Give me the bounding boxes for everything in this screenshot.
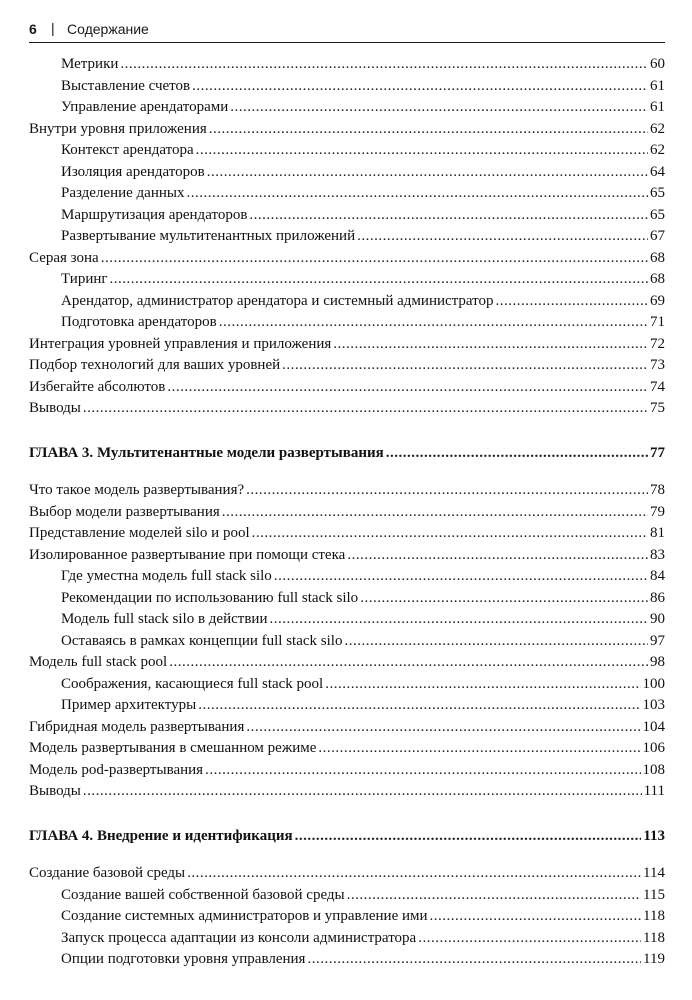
entry-page-number: 64: [650, 163, 665, 180]
entry-title: Разделение данных: [61, 185, 185, 201]
entry-title: Пример архитектуры: [61, 697, 197, 713]
entry-page-number: 114: [643, 865, 665, 881]
toc-section-entry[interactable]: [29, 719, 665, 741]
entry-title: Метрики: [61, 56, 119, 72]
dot-leader: [246, 719, 640, 736]
dot-leader: [333, 336, 648, 353]
entry-title: Арендатор, администратор арендатора и системный администратор: [61, 292, 494, 309]
entry-page-number: 78: [650, 482, 665, 498]
entry-page-number: 68: [650, 271, 665, 287]
toc-subsection-entry[interactable]: [29, 228, 665, 250]
dot-leader: [101, 250, 648, 267]
toc-subsection-entry[interactable]: [29, 314, 665, 336]
dot-leader: [167, 379, 648, 396]
dot-leader: [192, 78, 648, 95]
dot-leader: [347, 887, 641, 904]
section-title: Содержание: [67, 21, 149, 37]
entry-page-number: 119: [643, 951, 665, 967]
entry-page-number: 90: [650, 611, 665, 627]
dot-leader: [347, 547, 648, 564]
entry-page-number: 104: [642, 718, 665, 735]
dot-leader: [209, 121, 648, 138]
toc-chapter-4[interactable]: [29, 828, 665, 850]
entry-title: Серая зона: [29, 249, 99, 266]
toc-block-chapter3: [29, 482, 665, 805]
entry-page-number: 81: [650, 525, 665, 541]
dot-leader: [307, 951, 641, 968]
dot-leader: [360, 590, 648, 607]
dot-leader: [386, 445, 648, 462]
entry-page-number: 118: [643, 908, 665, 924]
toc-section-entry[interactable]: [29, 504, 665, 526]
entry-page-number: 75: [650, 400, 665, 416]
dot-leader: [496, 293, 648, 310]
entry-title: Выводы: [29, 400, 81, 416]
dot-leader: [430, 908, 642, 925]
entry-page-number: 106: [642, 740, 665, 756]
dot-leader: [230, 99, 648, 116]
entry-title: Развертывание мультитенантных приложений: [61, 228, 356, 244]
entry-title: Выставление счетов: [61, 77, 191, 94]
entry-title: Опции подготовки уровня управления: [61, 951, 306, 967]
entry-page-number: 100: [642, 675, 665, 692]
entry-page-number: 69: [650, 292, 665, 309]
dot-leader: [219, 314, 648, 331]
toc-subsection-entry[interactable]: [29, 951, 665, 973]
entry-page-number: 83: [650, 546, 665, 563]
toc-subsection-entry[interactable]: [29, 293, 665, 315]
toc-subsection-entry[interactable]: [29, 633, 665, 655]
dot-leader: [186, 185, 648, 202]
page-number: 6: [29, 21, 37, 37]
entry-title: Оставаясь в рамках концепции full stack silo: [61, 632, 343, 649]
entry-title: Создание системных администраторов и управление ими: [61, 908, 428, 924]
entry-title: Интеграция уровней управления и приложения: [29, 335, 332, 352]
entry-page-number: 108: [642, 761, 665, 778]
entry-title: Изоляция арендаторов: [61, 163, 205, 180]
chapter-label: ГЛАВА 4.: [29, 827, 94, 844]
entry-title: Внутри уровня приложения: [29, 120, 207, 137]
toc-subsection-entry[interactable]: [29, 164, 665, 186]
chapter-page-number: 77: [650, 444, 665, 461]
toc-subsection-entry[interactable]: [29, 590, 665, 612]
entry-page-number: 72: [650, 335, 665, 352]
entry-title: Избегайте абсолютов: [29, 378, 166, 395]
entry-title: Создание базовой среды: [29, 865, 186, 881]
entry-title: Контекст арендатора: [61, 142, 194, 158]
entry-page-number: 67: [650, 228, 665, 244]
entry-page-number: 60: [650, 56, 665, 72]
dot-leader: [120, 56, 648, 73]
entry-page-number: 103: [642, 697, 665, 713]
dot-leader: [169, 654, 648, 671]
dot-leader: [246, 482, 648, 499]
entry-page-number: 74: [650, 378, 665, 395]
chapter-title: Мультитенантные модели развертывания: [96, 444, 384, 461]
dot-leader: [83, 400, 648, 417]
toc-section-entry[interactable]: [29, 525, 665, 547]
toc-subsection-entry[interactable]: [29, 207, 665, 229]
dot-leader: [83, 783, 642, 800]
toc-section-entry[interactable]: [29, 547, 665, 569]
entry-title: Выводы: [29, 783, 81, 799]
entry-title: Соображения, касающиеся full stack pool: [61, 675, 324, 692]
toc-subsection-entry[interactable]: [29, 99, 665, 121]
dot-leader: [249, 207, 648, 224]
entry-page-number: 111: [643, 783, 665, 799]
toc-subsection-entry[interactable]: [29, 908, 665, 930]
entry-title: Выбор модели развертывания: [29, 503, 220, 520]
toc-section-entry[interactable]: [29, 740, 665, 762]
dot-leader: [274, 568, 648, 585]
entry-page-number: 65: [650, 185, 665, 201]
toc-subsection-entry[interactable]: [29, 271, 665, 293]
toc-subsection-entry[interactable]: [29, 887, 665, 909]
toc-section-entry[interactable]: [29, 654, 665, 676]
header-separator: |: [51, 20, 55, 36]
entry-page-number: 97: [650, 632, 665, 649]
entry-page-number: 98: [650, 654, 665, 670]
entry-page-number: 61: [650, 77, 665, 94]
dot-leader: [295, 828, 642, 845]
dot-leader: [222, 504, 648, 521]
entry-page-number: 86: [650, 589, 665, 606]
toc-section-entry[interactable]: [29, 357, 665, 379]
entry-page-number: 61: [650, 99, 665, 115]
entry-title: Рекомендации по использованию full stack silo: [61, 589, 359, 606]
entry-page-number: 68: [650, 249, 665, 266]
toc-subsection-entry[interactable]: [29, 142, 665, 164]
toc-block-chapter4: [29, 865, 665, 973]
entry-title: Модель full stack pool: [29, 654, 168, 670]
dot-leader: [196, 142, 648, 159]
toc-subsection-entry[interactable]: [29, 676, 665, 698]
toc-section-entry[interactable]: [29, 762, 665, 784]
dot-leader: [110, 271, 648, 288]
entry-title: Гибридная модель развертывания: [29, 718, 245, 735]
dot-leader: [344, 633, 648, 650]
entry-page-number: 73: [650, 357, 665, 373]
toc-subsection-entry[interactable]: [29, 930, 665, 952]
toc-section-entry[interactable]: [29, 121, 665, 143]
entry-title: Управление арендаторами: [61, 99, 229, 115]
dot-leader: [282, 357, 648, 374]
toc-block-chapter2-continued: [29, 56, 665, 422]
toc-subsection-entry[interactable]: [29, 185, 665, 207]
toc-chapter-3[interactable]: [29, 445, 665, 467]
entry-title: Маршрутизация арендаторов: [61, 206, 248, 223]
running-header: [29, 20, 665, 43]
entry-page-number: 65: [650, 206, 665, 223]
entry-title: Изолированное развертывание при помощи стека: [29, 546, 346, 563]
dot-leader: [318, 740, 640, 757]
toc-section-entry[interactable]: [29, 336, 665, 358]
toc-subsection-entry[interactable]: [29, 78, 665, 100]
entry-title: Создание вашей собственной базовой среды: [61, 886, 345, 903]
chapter-label: ГЛАВА 3.: [29, 444, 94, 461]
entry-page-number: 79: [650, 503, 665, 520]
toc-section-entry[interactable]: [29, 783, 665, 805]
toc-subsection-entry[interactable]: [29, 697, 665, 719]
dot-leader: [252, 525, 648, 542]
entry-title: Что такое модель развертывания?: [29, 482, 245, 498]
entry-page-number: 115: [643, 886, 665, 903]
entry-title: Подготовка арендаторов: [61, 314, 217, 330]
chapter-title: Внедрение и идентификация: [96, 827, 293, 844]
entry-title: Где уместна модель full stack silo: [61, 568, 272, 584]
entry-page-number: 62: [650, 120, 665, 137]
dot-leader: [269, 611, 648, 628]
toc-section-entry[interactable]: [29, 482, 665, 504]
toc-subsection-entry[interactable]: [29, 56, 665, 78]
dot-leader: [357, 228, 648, 245]
entry-title: Представление моделей silo и pool: [29, 525, 250, 541]
entry-page-number: 84: [650, 568, 665, 584]
entry-title: Тиринг: [61, 271, 108, 287]
dot-leader: [418, 930, 641, 947]
dot-leader: [325, 676, 640, 693]
dot-leader: [205, 762, 640, 779]
toc-section-entry[interactable]: [29, 379, 665, 401]
entry-title: Модель full stack silo в действии: [61, 611, 268, 627]
entry-page-number: 118: [643, 929, 665, 946]
toc-subsection-entry[interactable]: [29, 611, 665, 633]
toc-section-entry[interactable]: [29, 865, 665, 887]
dot-leader: [198, 697, 640, 714]
toc-section-entry[interactable]: [29, 250, 665, 272]
entry-title: Подбор технологий для ваших уровней: [29, 357, 281, 373]
entry-title: Модель pod-развертывания: [29, 761, 204, 778]
entry-title: Модель развертывания в смешанном режиме: [29, 740, 317, 756]
entry-title: Запуск процесса адаптации из консоли администратора: [61, 929, 417, 946]
toc-subsection-entry[interactable]: [29, 568, 665, 590]
dot-leader: [207, 164, 648, 181]
dot-leader: [187, 865, 641, 882]
table-of-contents: [29, 56, 665, 973]
toc-section-entry[interactable]: [29, 400, 665, 422]
entry-page-number: 62: [650, 142, 665, 158]
chapter-page-number: 113: [643, 827, 665, 844]
entry-page-number: 71: [650, 314, 665, 330]
